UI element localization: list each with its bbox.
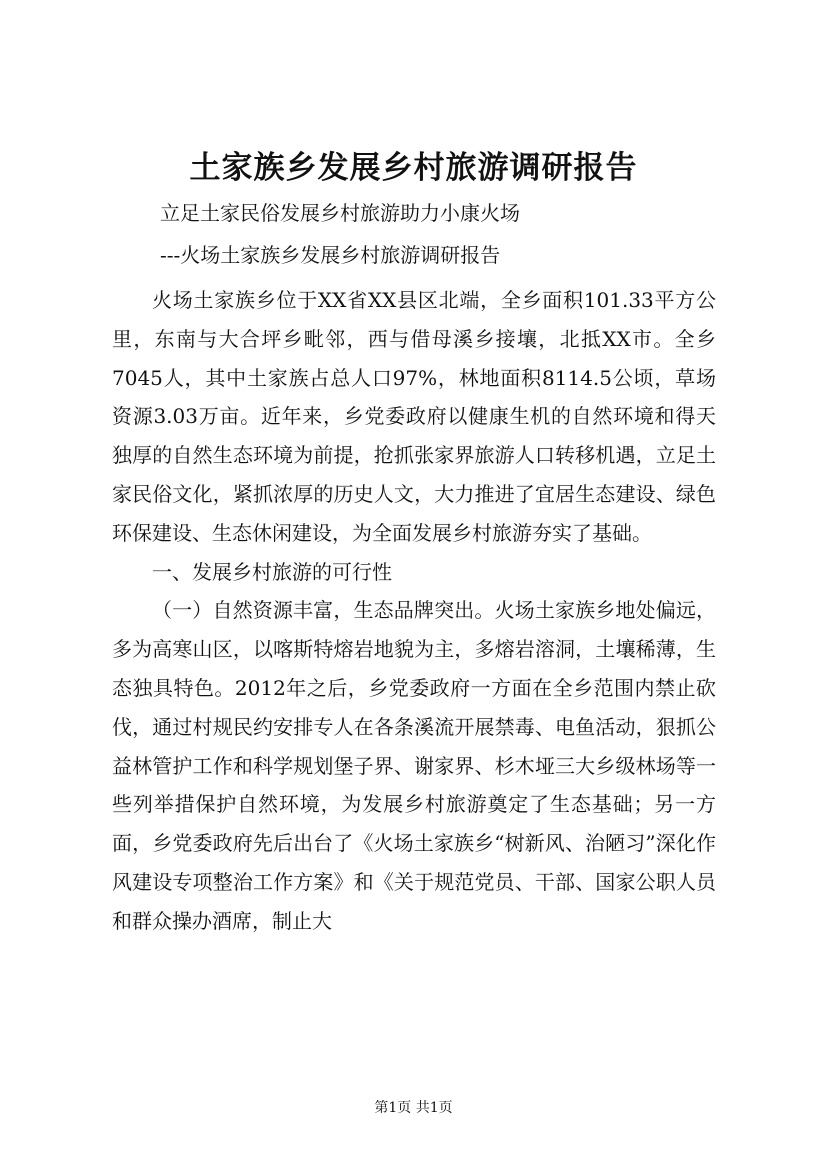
page-footer: 第1页 共1页 [374, 1100, 453, 1116]
body-paragraph: （一）自然资源丰富，生态品牌突出。火场土家族乡地处偏远，多为高寒山区，以喀斯特熔岩地貌为主，多熔岩溶洞，土壤稀薄，生态独具特色。2012年之后，乡党委政府一方面在全乡范围内禁止砍伐，通过村规民约安排专人在各条溪流开展禁毒、电鱼活动，狠抓公益林管护工作和科学规划堡子界、谢家界、杉木垭三大乡级林场等一些列举措保护自然环境，为发展乡村旅游奠定了生态基础；另一方面，乡党委政府先后出台了《火场土家族乡“树新风、治陋习”深化作风建设专项整治工作方案》和《关于规范党员、干部、国家公职人员和群众操办酒席，制止大 [112, 598, 716, 933]
section-heading: 一、发展乡村旅游的可行性 [152, 559, 392, 584]
document-body [112, 281, 716, 941]
document-subtitle: 立足土家民俗发展乡村旅游助力小康火场 [160, 201, 520, 225]
document-title: 土家族乡发展乡村旅游调研报告 [189, 150, 638, 186]
document-subheading: ---火场土家族乡发展乡村旅游调研报告 [160, 243, 501, 267]
intro-paragraph: 火场土家族乡位于XX省XX县区北端，全乡面积101.33平方公里，东南与大合坪乡毗邻，西与借母溪乡接壤，北抵XX市。全乡7045人，其中土家族占总人口97%，林地面积8114.5公顷，草场资源3.03万亩。近年来，乡党委政府以健康生机的自然环境和得天独厚的自然生态环境为前提，抢抓张家界旅游人口转移机遇，立足土家民俗文化，紧抓浓厚的历史人文，大力推进了宜居生态建设、绿色环保建设、生态休闲建设，为全面发展乡村旅游夯实了基础。 [112, 288, 716, 545]
